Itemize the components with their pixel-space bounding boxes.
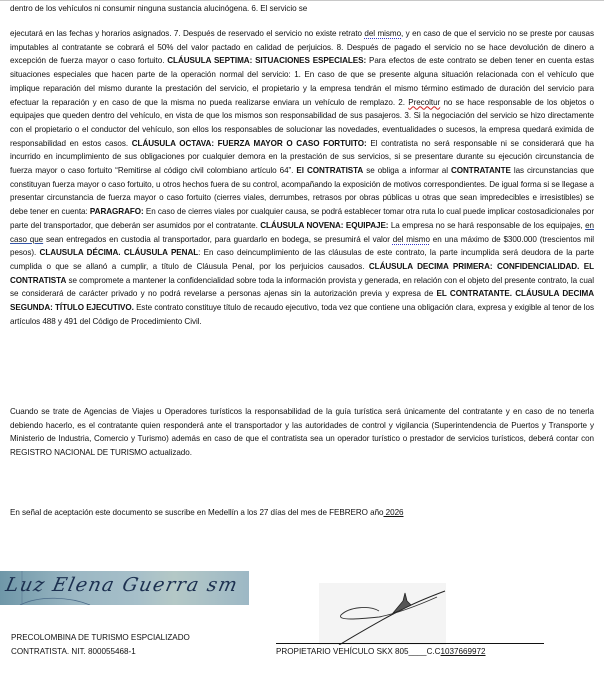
paragraph-clauses: [10, 27, 594, 328]
contractor-company-name: PRECOLOMBINA DE TURISMO ESPCIALIZADO: [11, 633, 190, 642]
clause-heading-octava: CLÁUSULA OCTAVA: FUERZA MAYOR O CASO FORTUITO:: [131, 138, 367, 148]
text: en una máximo de $300.000 (trescientos mil pesos).: [10, 234, 595, 258]
clause-heading-decima: CLAUSULA DÉCIMA. CLÁUSULA PENAL: [39, 248, 199, 258]
text: Cuando se trate de Agencias de Viajes u Operadores turísticos la responsabilidad de la guía turística será únicamente del contratante y en caso de no tenerla debiendo hacerlo, es el contratante quien responderá ante el transportador y las autoridades de control y vigilancia (Superintendencia de Puertos y Transporte y Ministerio de Industria, Comercio y Turismo) además en caso de que el contratista sea un operador turístico o prestador de servicios turísticos, deberá contar con REGISTRO NACIONAL DE TURISMO actualizado.: [10, 407, 594, 458]
text: , y en caso de que el servicio no se preste por causas imputables al contratante se cobrará el 50% del valor pactado en calidad de perjuicios. 8. Después de pagado el servicio no se hace devolución de dinero a excepción de fuerza mayor o caso fortuito.: [10, 29, 594, 66]
underlined-text: en caso que: [10, 220, 594, 244]
year: 2026: [383, 508, 404, 517]
cc-number: 1037669972: [440, 647, 486, 656]
clause-heading-decima-primera: CLÁUSULA DECIMA PRIMERA: CONFIDENCIALIDAD. EL CONTRATISTA: [10, 261, 594, 285]
text: En caso de cierres viales por cualquier causa, se podrá establecer tomar otra ruta lo cual puede implicar costosadicionales por parte del transportador, que deberán ser asumidos por el contratante.: [10, 207, 594, 230]
grammar-flag: del mismo: [364, 29, 402, 38]
text: En señal de aceptación este documento se suscribe en Medellín a los 27 días del mes de FEBRERO año: [10, 508, 384, 517]
text: las circunstancias que constituyan fuerza mayor o caso fortuito, u otros hechos fuera de su control, acompañando la exposición de motivos correspondientes. De igual forma si se llegase a presentar circunstancia de fuerza mayor o caso fortuito (cierres viales, derrumbes, retrasos por obras públicas u otras que sean impredecibles e irresistibles) se debe tener en cuenta:: [10, 166, 594, 217]
text: Este contrato constituye título de recaudo ejecutivo, toda vez que contiene una obligación clara, expresa y exigible al tenor de los artículos 488 y 491 del Código de Procedimiento Civil.: [10, 303, 595, 326]
owner-signature-label: [276, 646, 531, 658]
acceptance-line: [10, 506, 594, 520]
owner-signature-image: [319, 583, 446, 645]
text: ejecutará en las fechas y horarios asignados. 7. Después de reservado el servicio no existe retrato: [10, 29, 365, 38]
bold-term: El CONTRATISTA: [296, 166, 364, 176]
text: Para efectos de este contrato se deben tener en cuenta estas situaciones especiales que hacen parte de la operación normal del servicio: 1. En caso de que se presente alguna situación relacionada con el vehículo que implique reparación del mismo durante la prestación del servicio, el propietario y la empresa tendrán el mismo término estimado de duración del servicio para efectuar la reparación y en caso de que la misma no pueda realizarse enviara un vehículo de remplazo. 2.: [10, 56, 594, 107]
spelling-flag: Precoltur: [408, 97, 441, 107]
text: se compromete a mantener la confidencialidad sobre toda la información provista y generada, en relación con el objeto del presente contrato, la cual se considerará de carácter privado y no podrá revelarse a personas ajenas sin la autorización previa y expresa de: [10, 275, 594, 299]
text: La empresa no se hará responsable de los equipajes,: [388, 220, 586, 230]
clause-heading-novena: CLÁUSULA NOVENA: EQUIPAJE:: [260, 220, 389, 230]
paragraph-agencies: [10, 405, 594, 460]
clause-heading-decima-segunda: EL CONTRATANTE. CLÁUSULA DECIMA SEGUNDA: TÍTULO EJECUTIVO.: [10, 289, 595, 313]
clause-heading-septima: CLÁUSULA SEPTIMA: SITUACIONES ESPECIALES:: [167, 56, 367, 66]
text: se obliga a informar al: [363, 166, 451, 176]
paragraph-intro: [10, 2, 594, 16]
blank-field: ____: [408, 647, 427, 656]
contractor-handwritten-signature: Luz Elena Guerra sm: [3, 574, 241, 596]
paragrafo-heading: PARAGRAFO:: [89, 207, 144, 217]
text: dentro de los vehículos ni consumir ninguna sustancia alucinógena. 6. El servicio se: [10, 4, 308, 13]
owner-signature-line: [276, 643, 544, 644]
handwritten-signature: [319, 583, 446, 645]
text: sean entregados en custodia al transportador, para guardarlo en bodega, se presumirá el valor: [43, 234, 393, 244]
contractor-nit: CONTRATISTA. NIT. 800055468-1: [11, 647, 136, 656]
text: El contratista no será responsable ni se considerará que ha incurrido en incumplimiento de sus obligaciones por cualquier demora en la prestación de sus servicios, si se presentare durante su ejecución circunstancia de fuerza mayor o caso fortuito “Remitirse al código civil colombiano artículo 64”.: [10, 138, 594, 176]
bold-term: CONTRATANTE: [450, 166, 511, 176]
text: : En caso deincumplimiento de las cláusulas de este contrato, la parte incumplida será deudora de la parte cumplida o que se allanó a cumplir, a título de Cláusula Penal, por los perjuicios causados.: [10, 248, 594, 271]
text: no se hace responsable de los objetos o equipajes que queden dentro del vehículo, en vista de que los mismos son responsabilidad de sus pasajeros. 3. Si la negociación del servicio se hizo directamente con el propietario o el conductor del vehículo, son ellos los responsables de solucionar las novedades, eventualidades o sucesos, la empresa quedará eximida de responsabilidad en estos casos.: [10, 97, 594, 148]
contractor-signature-image: [0, 571, 249, 605]
grammar-flag: del mismo: [392, 234, 430, 244]
page-top-border: [0, 0, 604, 1]
owner-label: PROPIETARIO VEHÍCULO SKX 805: [276, 647, 409, 656]
cc-label: C.C: [426, 647, 441, 656]
